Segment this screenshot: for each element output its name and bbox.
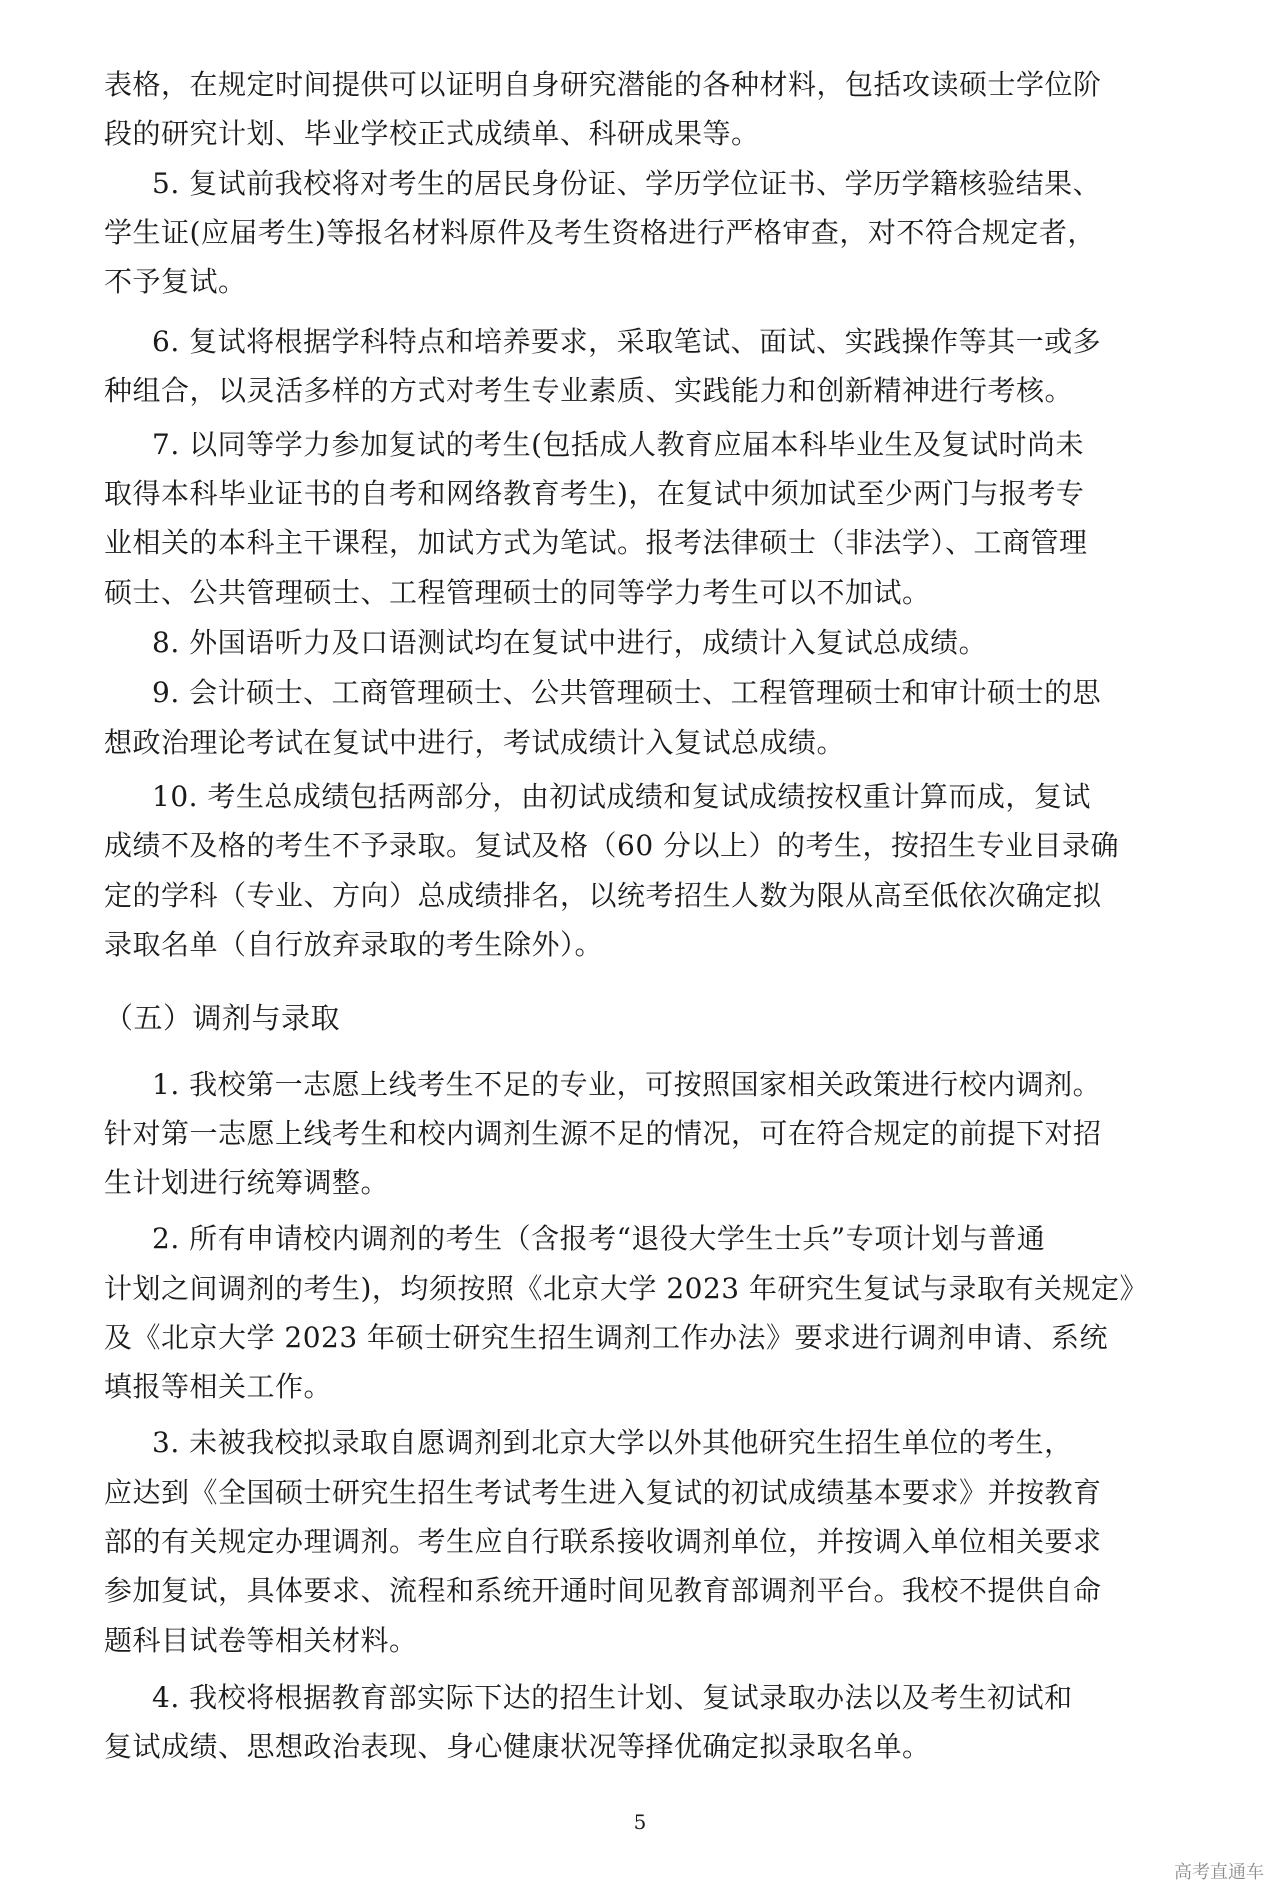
paragraph-line: 5. 复试前我校将对考生的居民身份证、学历学位证书、学历学籍核验结果、 [152,167,1102,200]
paragraph-line: 题科目试卷等相关材料。 [104,1624,418,1657]
paragraph-line: 应达到《全国硕士研究生招生考试考生进入复试的初试成绩基本要求》并按教育 [104,1476,1102,1509]
paragraph-line: 录取名单（自行放弃录取的考生除外）。 [104,928,604,961]
paragraph-line: 填报等相关工作。 [104,1370,333,1403]
watermark: 高考直通车 [1174,1862,1264,1883]
paragraph-line: 7. 以同等学力参加复试的考生(包括成人教育应届本科毕业生及复试时尚未 [152,428,1085,461]
paragraph-line: 及《北京大学 2023 年硕士研究生招生调剂工作办法》要求进行调剂申请、系统 [104,1321,1109,1354]
paragraph-line: 硕士、公共管理硕士、工程管理硕士的同等学力考生可以不加试。 [104,576,931,609]
paragraph-line: 生计划进行统筹调整。 [104,1166,390,1199]
paragraph-line: 取得本科毕业证书的自考和网络教育考生)，在复试中须加试至少两门与报考专 [104,477,1085,510]
paragraph-line: 针对第一志愿上线考生和校内调剂生源不足的情况，可在符合规定的前提下对招 [104,1117,1102,1150]
paragraph-line: 1. 我校第一志愿上线考生不足的专业，可按照国家相关政策进行校内调剂。 [152,1068,1102,1101]
page-number: 5 [633,1810,647,1834]
paragraph-line: 想政治理论考试在复试中进行，考试成绩计入复试总成绩。 [104,726,846,759]
paragraph-line: 种组合，以灵活多样的方式对考生专业素质、实践能力和创新精神进行考核。 [104,374,1074,407]
paragraph-line: 学生证(应届考生)等报名材料原件及考生资格进行严格审查，对不符合规定者， [104,216,1096,249]
paragraph-line: 4. 我校将根据教育部实际下达的招生计划、复试录取办法以及考生初试和 [152,1681,1073,1714]
paragraph-line: 参加复试，具体要求、流程和系统开通时间见教育部调剂平台。我校不提供自命 [104,1574,1102,1607]
paragraph-line: 表格，在规定时间提供可以证明自身研究潜能的各种材料，包括攻读硕士学位阶 [104,68,1102,101]
paragraph-line: 段的研究计划、毕业学校正式成绩单、科研成果等。 [104,117,760,150]
section-heading: （五）调剂与录取 [104,1001,341,1035]
paragraph-line: 2. 所有申请校内调剂的考生（含报考“退役大学生士兵”专项计划与普通 [152,1222,1046,1255]
paragraph-line: 定的学科（专业、方向）总成绩排名，以统考招生人数为限从高至低依次确定拟 [104,879,1102,912]
paragraph-line: 不予复试。 [104,265,247,298]
paragraph-line: 3. 未被我校拟录取自愿调剂到北京大学以外其他研究生招生单位的考生， [152,1426,1073,1459]
paragraph-line: 部的有关规定办理调剂。考生应自行联系接收调剂单位，并按调入单位相关要求 [104,1525,1102,1558]
paragraph-line: 9. 会计硕士、工商管理硕士、公共管理硕士、工程管理硕士和审计硕士的思 [152,676,1102,709]
paragraph-line: 6. 复试将根据学科特点和培养要求，采取笔试、面试、实践操作等其一或多 [152,325,1102,358]
paragraph-line: 成绩不及格的考生不予录取。复试及格（60 分以上）的考生，按招生专业目录确 [104,829,1120,862]
paragraph-line: 8. 外国语听力及口语测试均在复试中进行，成绩计入复试总成绩。 [152,626,988,659]
paragraph-line: 业相关的本科主干课程，加试方式为笔试。报考法律硕士（非法学）、工商管理 [104,526,1088,559]
paragraph-line: 10. 考生总成绩包括两部分，由初试成绩和复试成绩按权重计算而成，复试 [152,780,1091,813]
paragraph-line: 计划之间调剂的考生)，均须按照《北京大学 2023 年研究生复试与录取有关规定》 [104,1272,1148,1305]
paragraph-line: 复试成绩、思想政治表现、身心健康状况等择优确定拟录取名单。 [104,1730,931,1763]
